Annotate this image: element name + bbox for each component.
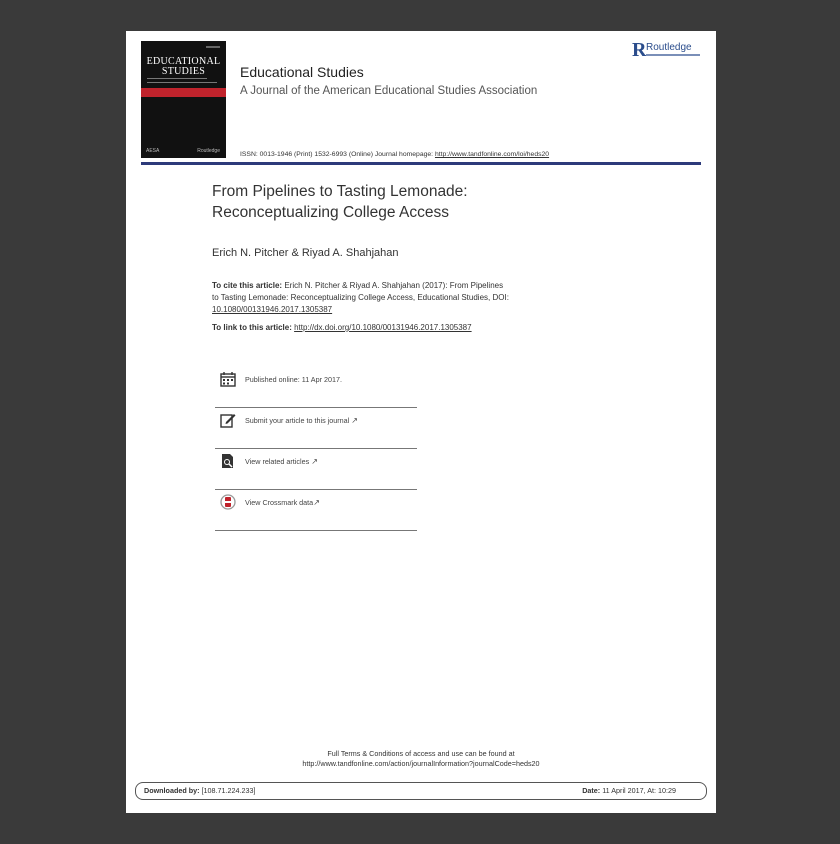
related-articles-row[interactable] [215,449,417,490]
submit-article-row[interactable] [215,408,417,449]
external-link-icon: ↗ [313,498,320,507]
article-url-link[interactable]: http://dx.doi.org/10.1080/00131946.2017.1305387 [294,323,472,332]
issn-line: ISSN: 0013-1946 (Print) 1532-6993 (Online) Journal homepage: http://www.tandfonline.com/loi/heds20 [240,151,550,158]
published-online-text: Published online: 11 Apr 2017. [245,375,342,384]
article-authors: Erich N. Pitcher & Riyad A. Shahjahan [212,247,399,259]
crossmark-link[interactable]: View Crossmark data [245,498,314,507]
journal-cover [141,41,226,158]
download-date: 11 April 2017, At: 10:29 [600,786,676,795]
routledge-r-icon: R [632,39,647,61]
cover-routledge-mark: Routledge [197,148,220,154]
doi-link[interactable]: 10.1080/00131946.2017.1305387 [212,305,333,314]
terms-notice: Full Terms & Conditions of access and use can be found at http://www.tandfonline.com/action/journalInformation?journalCode=heds20 [126,749,716,769]
article-link-line: To link to this article: http://dx.doi.org/10.1080/00131946.2017.1305387 [212,323,472,332]
cover-title: EDUCATIONAL STUDIES [146,56,221,77]
crossmark-row[interactable] [215,490,417,531]
external-link-icon: ↗ [351,416,358,425]
routledge-logo: R Routledge [632,41,704,61]
search-document-icon [220,453,236,469]
terms-link[interactable]: http://www.tandfonline.com/action/journalInformation?journalCode=heds20 [302,759,540,768]
related-articles-link[interactable]: View related articles [245,457,312,466]
article-actions [215,367,417,531]
journal-title: Educational Studies [240,64,364,80]
downloaded-by-ip: [108.71.224.233] [199,786,256,795]
cover-red-band [141,88,226,97]
citation-block: To cite this article: Erich N. Pitcher & Riyad A. Shahjahan (2017): From Pipelines to Tasting Lemonade: Reconceptualizing College Access, Educational Studies, DOI: 10.1080/00131946.2017.1305387 [212,281,509,314]
submit-article-link[interactable]: Submit your article to this journal [245,416,352,425]
cover-publisher-mark: AESA [146,148,160,154]
published-online-row [215,367,417,408]
document-page [126,31,716,813]
calendar-icon [220,371,236,387]
external-link-icon: ↗ [311,457,318,466]
journal-homepage-link[interactable]: http://www.tandfonline.com/loi/heds20 [434,151,550,158]
header-divider [141,162,701,165]
crossmark-icon [220,494,236,510]
journal-subtitle: A Journal of the American Educational Studies Association [240,85,538,97]
edit-icon [220,412,236,428]
download-info-bar: Downloaded by: [108.71.224.233] Date: 11 April 2017, At: 10:29 [135,782,707,800]
article-title: From Pipelines to Tasting Lemonade: Reconceptualizing College Access [212,183,468,221]
cover-issn-mark [206,46,220,48]
